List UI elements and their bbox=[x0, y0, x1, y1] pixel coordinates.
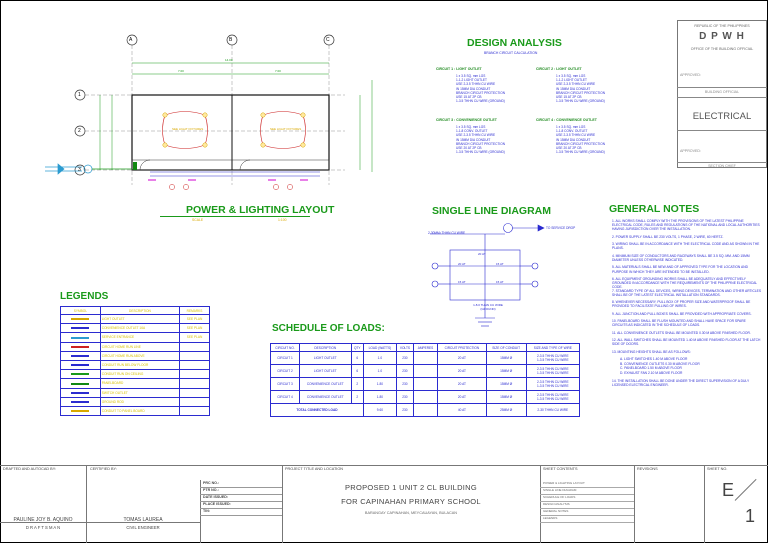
project-label: PROJECT TITLE AND LOCATION bbox=[285, 467, 344, 471]
circuit-title: CIRCUIT 3 : CONVENIENCE OUTLET bbox=[436, 118, 497, 122]
svg-text:14.00: 14.00 bbox=[225, 58, 233, 62]
grid-col-b: B bbox=[229, 37, 233, 43]
engineer-role: CIVIL ENGINEER bbox=[126, 525, 160, 530]
divider bbox=[86, 522, 200, 523]
sheet-content-item: POWER & LIGHTING LAYOUT bbox=[543, 481, 585, 485]
legend-symbol bbox=[61, 388, 101, 397]
schedule-header-row bbox=[271, 344, 580, 352]
legend-remark bbox=[180, 351, 210, 360]
legend-row bbox=[61, 324, 210, 333]
legend-header-remarks: REMARKS bbox=[180, 307, 210, 315]
schedule-total-label: TOTAL CONNECTED LOAD bbox=[271, 404, 364, 417]
legend-remark bbox=[180, 360, 210, 369]
schedule-total-cell: 230 bbox=[396, 404, 413, 417]
divider bbox=[677, 162, 767, 163]
circuit-line: IN 15MM DIA CONDUIT bbox=[556, 137, 591, 142]
svg-text:7.00: 7.00 bbox=[178, 69, 184, 73]
circuit-line: 1 x 3.5 SQ. mm LGS bbox=[456, 125, 486, 129]
circuit-line: USE 15 AT 2P CB bbox=[556, 95, 582, 99]
service-drop-label: TO SERVICE DROP bbox=[546, 226, 576, 230]
circuit-line: 1 x 3.5 SQ. mm LGS bbox=[556, 125, 586, 129]
circuit-line: BRANCH CIRCUIT PROTECTION bbox=[556, 90, 605, 95]
schedule-header-cell: CIRCUIT PROTECTION bbox=[438, 344, 487, 352]
sheet-number: 1 bbox=[745, 506, 756, 526]
svg-text:7.00: 7.00 bbox=[275, 69, 281, 73]
schedule-cell: CONVENIENCE OUTLET bbox=[300, 378, 352, 391]
legend-symbol bbox=[61, 315, 101, 324]
schedule-total-cell: 25MM Ø bbox=[486, 404, 526, 417]
schedule-cell: 1.80 bbox=[363, 378, 396, 391]
scale-label: SCALE bbox=[192, 218, 204, 222]
legend-description: CONDUIT TO PANEL BOARD bbox=[100, 406, 179, 415]
schedule-cell: 230 bbox=[396, 378, 413, 391]
approved-label-1: APPROVED: bbox=[680, 73, 701, 77]
svg-text:SEE LIGHT FIXTURES: SEE LIGHT FIXTURES bbox=[270, 127, 302, 131]
schedule-body bbox=[271, 352, 580, 417]
schedule-cell: 2-3.5 THHN CU WIRE 1-3.5 THHN CU WIRE bbox=[526, 365, 579, 378]
office-text: OFFICE OF THE BUILDING OFFICIAL bbox=[690, 47, 754, 51]
schedule-total-row bbox=[271, 404, 580, 417]
sheet-contents-label: SHEET CONTENTS bbox=[543, 467, 578, 471]
schedule-total-cell: 40 AT bbox=[438, 404, 487, 417]
legend-symbol-icon bbox=[71, 383, 89, 385]
prc-field: DATE ISSUED: bbox=[203, 495, 229, 499]
circuit-line: USE 2-3.5 THHN CU WIRE bbox=[556, 133, 596, 138]
legend-description: SWITCH OUTLET bbox=[100, 388, 179, 397]
schedule-cell: 15MM Ø bbox=[486, 391, 526, 404]
schedule-cell: 230 bbox=[396, 352, 413, 365]
circuit-title: CIRCUIT 1 : LIGHT OUTLET bbox=[436, 67, 482, 71]
divider bbox=[0, 522, 86, 523]
circuit-line: BRANCH CIRCUIT PROTECTION bbox=[456, 141, 505, 146]
schedule-cell: CONVENIENCE OUTLET bbox=[300, 391, 352, 404]
circuit-line: USE 20 AT 2P CB bbox=[556, 146, 582, 150]
legend-symbol bbox=[61, 406, 101, 415]
sheet-no-label: SHEET NO. bbox=[707, 467, 728, 471]
legend-remark: SEE PLAN bbox=[180, 324, 210, 333]
legend-symbol-icon bbox=[71, 327, 89, 329]
schedule-cell: 6 bbox=[351, 365, 363, 378]
divider bbox=[677, 130, 767, 131]
circuit-line: 1-1.2 LIGHT OUTLET bbox=[556, 78, 587, 83]
legend-symbol-icon bbox=[71, 355, 89, 357]
schedule-cell: 20 AT bbox=[438, 352, 487, 365]
schedule-cell: LIGHT OUTLET bbox=[300, 352, 352, 365]
schedule-header-cell: QTY bbox=[351, 344, 363, 352]
grid-col-a: A bbox=[129, 37, 133, 43]
circuit-line: 1-3.5 THHN CU WIRE (GROUND) bbox=[456, 99, 505, 104]
schedule-title: SCHEDULE OF LOADS: bbox=[272, 323, 385, 334]
legend-symbol-icon bbox=[71, 364, 89, 366]
schedule-cell: 2-3.5 THHN CU WIRE 1-3.5 THHN CU WIRE bbox=[526, 378, 579, 391]
general-note: 10. PANELBOARD SHALL BE FLUSH MOUNTED AND SHALL HAVE SPACE FOR SPARE CIRCUITS AS INDICATED IN THE SCHEDULE OF LOADS. bbox=[612, 319, 746, 328]
schedule-header-cell: LOAD (WATTS) bbox=[363, 344, 396, 352]
schedule-cell: 1.80 bbox=[363, 391, 396, 404]
legends-title: LEGENDS bbox=[60, 291, 109, 302]
mounting-height: D. EXHAUST FAN 2.10 M ABOVE FLOOR bbox=[620, 371, 683, 375]
schedule-cell: 15MM Ø bbox=[486, 378, 526, 391]
circuit-line: 1-1.8 CONV. OUTLET bbox=[556, 129, 588, 134]
general-note: 6. ALL EQUIPMENT GROUNDING WORKS SHALL BE ADEQUATELY AND EFFECTIVELY GROUNDED IN ACCORDANCE WITH THE REQUIREMENTS OF THE PHILIPPINE ELECTRICAL CODE. bbox=[612, 277, 758, 290]
legend-remark bbox=[180, 342, 210, 351]
legend-symbol-icon bbox=[71, 373, 89, 375]
legend-remark: SEE PLAN bbox=[180, 315, 210, 324]
circuit-line: 1-3.5 THHN CU WIRE (GROUND) bbox=[556, 99, 605, 104]
schedule-cell: CIRCUIT 4 bbox=[271, 391, 300, 404]
general-note: 7. STANDARD TYPE OF ALL DEVICES, WIRING DEVICES, TERMINATION AND OTHER ARTICLES SHALL BE OF THE LATEST ELECTRICAL INSTALLATION STANDARDS. bbox=[612, 288, 762, 297]
schedule-cell: 230 bbox=[396, 391, 413, 404]
prc-field: PTR NO.: bbox=[203, 488, 219, 492]
general-note: 1. ALL WORKS SHALL COMPLY WITH THE PROVISIONS OF THE LATEST PHILIPPINE ELECTRICAL CODE, RULES AND REGULATIONS OF THE NATIONAL AND LOCAL AUTHORITIES HAVING JURISDICTION OVER THE INSTALLATION. bbox=[612, 219, 760, 232]
project-line-1: PROPOSED 1 UNIT 2 CL BUILDING bbox=[344, 483, 478, 492]
schedule-cell: CIRCUIT 3 bbox=[271, 378, 300, 391]
general-note: 4. MINIMUM SIZE OF CONDUCTORS AND RACEWAYS SHALL BE 3.5 SQ. MM. AND 15MM DIAMETER UNLESS OTHERWISE INDICATED. bbox=[612, 253, 750, 262]
prc-field: PLACE ISSUED: bbox=[203, 502, 231, 506]
power-lighting-title: POWER & LIGHTING LAYOUT bbox=[186, 204, 335, 216]
circuit-line: IN 15MM DIA CONDUIT bbox=[456, 86, 491, 91]
legend-description: CIRCUIT HOME RUN ABOVE bbox=[100, 351, 179, 360]
legend-remark bbox=[180, 388, 210, 397]
general-notes-title: GENERAL NOTES bbox=[609, 203, 700, 215]
legend-row bbox=[61, 315, 210, 324]
schedule-cell: 15MM Ø bbox=[486, 352, 526, 365]
schedule-header-cell: SIZE OF CONDUIT bbox=[486, 344, 526, 352]
circuit-line: USE 15 AT 2P CB bbox=[456, 95, 482, 99]
divider bbox=[634, 465, 635, 543]
legend-body bbox=[61, 315, 210, 416]
prc-field: TIN: bbox=[203, 509, 210, 513]
certified-by-label: CERTIFIED BY: bbox=[90, 467, 117, 471]
sheet-content-item: GENERAL NOTES bbox=[543, 509, 569, 513]
legend-remark bbox=[180, 379, 210, 388]
approved-label-2: APPROVED: bbox=[680, 149, 701, 153]
single-line-title: SINGLE LINE DIAGRAM bbox=[432, 205, 552, 217]
title-underline bbox=[160, 216, 310, 217]
grid-row-1: 1 bbox=[78, 92, 81, 98]
schedule-cell: 1.0 bbox=[363, 352, 396, 365]
drafted-by-label: DRAFTED AND AUTOCAD BY: bbox=[3, 467, 57, 471]
general-note: 5. ALL MATERIALS SHALL BE NEW AND OF APPROVED TYPE FOR THE LOCATION AND PURPOSE IN WHICH THEY ARE INTENDED TO BE INSTALLED. bbox=[612, 265, 749, 274]
ground-wire-label: 1-8.0 THHN CU WIRE (GROUND) bbox=[473, 303, 503, 311]
revisions-label: REVISIONS bbox=[637, 467, 658, 471]
general-note: 12. ALL WALL SWITCHES SHALL BE MOUNTED 1.40 M ABOVE FINISHED FLOOR AT THE LATCH SIDE OF DOORS. bbox=[612, 338, 761, 347]
schedule-cell: 2-3.5 THHN CU WIRE 1-3.5 THHN CU WIRE bbox=[526, 352, 579, 365]
schedule-cell: 20 AT bbox=[438, 365, 487, 378]
circuit-line: 1 x 3.5 SQ. mm LGS bbox=[556, 74, 586, 78]
legend-symbol-icon bbox=[71, 318, 89, 320]
sheet-content-item: LEGENDS bbox=[543, 516, 558, 520]
schedule-total-cell bbox=[413, 404, 437, 417]
legend-symbol bbox=[61, 370, 101, 379]
schedule-header-cell: DESCRIPTION bbox=[300, 344, 352, 352]
breaker-main: 20 AT bbox=[478, 252, 486, 256]
schedule-cell: 6 bbox=[351, 352, 363, 365]
project-location: BARANGAY CAPINAHAN, MEYCAUAYAN, BULACAN bbox=[364, 511, 458, 515]
mounting-height: A. LIGHT SWITCHES 1.40 M ABOVE FLOOR bbox=[620, 357, 688, 362]
main-feeder-label: 2-30MM² THHN CU WIRE bbox=[428, 231, 466, 235]
schedule-cell bbox=[413, 352, 437, 365]
legend-symbol-icon bbox=[71, 337, 89, 339]
general-note: 13. MOUNTING HEIGHTS SHALL BE AS FOLLOWS: bbox=[612, 349, 691, 354]
circuit-line: USE 20 AT 2P CB bbox=[456, 146, 482, 150]
scale-value: 1:100 bbox=[278, 218, 287, 222]
divider bbox=[86, 465, 87, 543]
legend-description: GROUND ROD bbox=[100, 397, 179, 406]
legend-symbol-icon bbox=[71, 401, 89, 403]
mounting-height: B. CONVENIENCE OUTLETS 0.30 M ABOVE FLOOR bbox=[620, 361, 700, 366]
legend-remark bbox=[180, 370, 210, 379]
legend-symbol bbox=[61, 351, 101, 360]
circuit-line: USE 2-3.5 THHN CU WIRE bbox=[556, 82, 596, 87]
legend-description: CIRCUIT HOME RUN LINE bbox=[100, 342, 179, 351]
circuit-line: BRANCH CIRCUIT PROTECTION bbox=[556, 141, 605, 146]
mounting-height: C. PANELBOARD 1.50 M ABOVE FLOOR bbox=[620, 366, 682, 371]
legend-symbol-icon bbox=[71, 410, 89, 412]
design-analysis-subtitle: BRANCH CIRCUIT CALCULATION bbox=[484, 51, 538, 55]
legend-remark bbox=[180, 397, 210, 406]
legend-row bbox=[61, 406, 210, 415]
circuit-line: IN 15MM DIA CONDUIT bbox=[556, 86, 591, 91]
discipline-label: ELECTRICAL bbox=[692, 111, 752, 122]
schedule-header-cell: SIZE AND TYPE OF WIRE bbox=[526, 344, 579, 352]
schedule-cell bbox=[413, 365, 437, 378]
circuit-title: CIRCUIT 2 : LIGHT OUTLET bbox=[536, 67, 582, 71]
schedule-row bbox=[271, 352, 580, 365]
legend-description: CONVENIENCE OUTLET 16A bbox=[100, 324, 179, 333]
legend-remark: SEE PLAN bbox=[180, 333, 210, 342]
drafter-name: PAULINE JOY B. AQUINO bbox=[13, 517, 73, 523]
legend-row bbox=[61, 360, 210, 369]
single-line-diagram bbox=[420, 218, 570, 336]
circuit-line: USE 2-3.5 THHN CU WIRE bbox=[456, 133, 496, 138]
legends-table bbox=[60, 306, 210, 416]
legend-symbol bbox=[61, 397, 101, 406]
legend-symbol bbox=[61, 379, 101, 388]
schedule-header-cell: VOLTS bbox=[396, 344, 413, 352]
circuit-line: IN 15MM DIA CONDUIT bbox=[456, 137, 491, 142]
bottom-block-top-line bbox=[0, 465, 768, 466]
breaker-4: 15 AT bbox=[496, 280, 504, 284]
divider bbox=[677, 87, 767, 88]
schedule-header-cell: CIRCUIT NO. bbox=[271, 344, 300, 352]
legend-symbol bbox=[61, 333, 101, 342]
circuit-line: 1-3.5 THHN CU WIRE (GROUND) bbox=[556, 150, 605, 155]
schedule-cell: CIRCUIT 1 bbox=[271, 352, 300, 365]
legend-description: SERVICE ENTRANCE bbox=[100, 333, 179, 342]
legend-symbol bbox=[61, 342, 101, 351]
schedule-cell: 20 AT bbox=[438, 391, 487, 404]
grid-col-c: C bbox=[326, 37, 330, 43]
grid-row-2: 2 bbox=[78, 128, 81, 134]
circuit-line: 1-1.2 LIGHT OUTLET bbox=[456, 78, 487, 83]
legend-row bbox=[61, 333, 210, 342]
circuit-line: 1-1.8 CONV. OUTLET bbox=[456, 129, 488, 134]
schedule-cell: 1.0 bbox=[363, 365, 396, 378]
general-note: 3. WIRING SHALL BE IN ACCORDANCE WITH THE ELECTRICAL CODE AND AS SHOWN IN THE PLANS. bbox=[612, 242, 760, 251]
agency-name: D P W H bbox=[699, 31, 745, 42]
schedule-cell bbox=[413, 378, 437, 391]
drafter-role: D R A F T S M A N bbox=[25, 525, 61, 530]
design-analysis-title: DESIGN ANALYSIS bbox=[467, 37, 562, 49]
sheet-content-item: SINGLE LINE DIAGRAM bbox=[543, 488, 577, 492]
general-note: 2. POWER SUPPLY SHALL BE 230 VOLTS, 1 PHASE, 2 WIRE, 60 HERTZ. bbox=[612, 234, 724, 239]
schedule-table bbox=[270, 343, 580, 417]
schedule-row bbox=[271, 365, 580, 378]
legend-row bbox=[61, 370, 210, 379]
divider bbox=[540, 465, 541, 543]
engineer-name: TOMAS LAUREA bbox=[123, 517, 163, 523]
breaker-1: 20 AT bbox=[458, 262, 466, 266]
title-block-right bbox=[677, 20, 767, 168]
breaker-2: 15 AT bbox=[496, 262, 504, 266]
schedule-row bbox=[271, 378, 580, 391]
circuit-line: 1-3.5 THHN CU WIRE (GROUND) bbox=[456, 150, 505, 155]
schedule-cell: LIGHT OUTLET bbox=[300, 365, 352, 378]
divider bbox=[200, 515, 282, 516]
legend-description: LIGHT OUTLET bbox=[100, 315, 179, 324]
schedule-cell: CIRCUIT 2 bbox=[271, 365, 300, 378]
breaker-3: 15 AT bbox=[458, 280, 466, 284]
schedule-cell: 15MM Ø bbox=[486, 365, 526, 378]
legend-remark bbox=[180, 406, 210, 415]
legend-row bbox=[61, 342, 210, 351]
general-note: 11. ALL CONVENIENCE OUTLETS SHALL BE MOUNTED 0.30 M ABOVE FINISHED FLOOR. bbox=[612, 330, 751, 335]
divider bbox=[200, 508, 282, 509]
section-chief-label: SECTION CHIEF bbox=[708, 164, 736, 168]
circuit-title: CIRCUIT 4 : CONVENIENCE OUTLET bbox=[536, 118, 597, 122]
general-note: 8. WHENEVER NECESSARY, PULL BOX OF PROPER SIZE AND WATERPROOF SHALL BE PROVIDED TO FACILITATE PULLING OF WIRES. bbox=[612, 300, 751, 309]
sheet-content-item: DESIGN ANALYSIS bbox=[543, 502, 570, 506]
circuit-line: 1 x 3.5 SQ. mm LGS bbox=[456, 74, 486, 78]
legend-row bbox=[61, 388, 210, 397]
schedule-total-cell: 9.60 bbox=[363, 404, 396, 417]
building-official-label: BUILDING OFFICIAL bbox=[704, 90, 740, 94]
legend-header-description: DESCRIPTION bbox=[100, 307, 179, 315]
schedule-header-cell: AMPERES bbox=[413, 344, 437, 352]
svg-text:SEE LIGHT FIXTURES: SEE LIGHT FIXTURES bbox=[172, 127, 204, 131]
grid-row-3: 3 bbox=[78, 167, 81, 173]
schedule-cell: 2-3.5 THHN CU WIRE 1-3.5 THHN CU WIRE bbox=[526, 391, 579, 404]
schedule-cell: 20 AT bbox=[438, 378, 487, 391]
divider bbox=[677, 97, 767, 98]
schedule-row bbox=[271, 391, 580, 404]
schedule-cell bbox=[413, 391, 437, 404]
circuit-line: BRANCH CIRCUIT PROTECTION bbox=[456, 90, 505, 95]
legend-symbol bbox=[61, 360, 101, 369]
republic-text: REPUBLIC OF THE PHILIPPINES bbox=[694, 24, 750, 28]
legend-symbol-icon bbox=[71, 392, 89, 394]
divider bbox=[200, 480, 201, 543]
grid-bubbles bbox=[75, 35, 334, 175]
legend-description: PANELBOARD bbox=[100, 379, 179, 388]
prc-field: PRC NO.: bbox=[203, 481, 220, 485]
schedule-cell: 230 bbox=[396, 365, 413, 378]
legend-symbol-icon bbox=[71, 346, 89, 348]
legend-row bbox=[61, 351, 210, 360]
schedule-total-cell: 2-30 THHN CU WIRE bbox=[526, 404, 579, 417]
project-line-2: FOR CAPINAHAN PRIMARY SCHOOL bbox=[341, 497, 481, 506]
legend-description: CONDUIT RUN BELOW FLOOR bbox=[100, 360, 179, 369]
legend-description: CONDUIT RUN ON CEILING bbox=[100, 370, 179, 379]
circuit-line: USE 2-3.5 THHN CU WIRE bbox=[456, 82, 496, 87]
legend-row bbox=[61, 379, 210, 388]
general-note: 14. THE INSTALLATION SHALL BE DONE UNDER THE DIRECT SUPERVISION OF A DULY LICENSED ELECTRICAL ENGINEER. bbox=[612, 378, 750, 387]
sheet-content-item: SCHEDULE OF LOADS bbox=[543, 495, 576, 499]
general-note: 9. ALL JUNCTION AND PULL BOXES SHALL BE PROVIDED WITH APPROPRIATE COVERS. bbox=[612, 311, 752, 316]
legend-row bbox=[61, 397, 210, 406]
legend-header-symbol: SYMBOL bbox=[61, 307, 101, 315]
schedule-cell: 2 bbox=[351, 378, 363, 391]
legend-symbol bbox=[61, 324, 101, 333]
schedule-cell: 2 bbox=[351, 391, 363, 404]
divider bbox=[540, 522, 634, 523]
divider bbox=[704, 465, 705, 543]
sheet-letter: E bbox=[722, 480, 735, 500]
